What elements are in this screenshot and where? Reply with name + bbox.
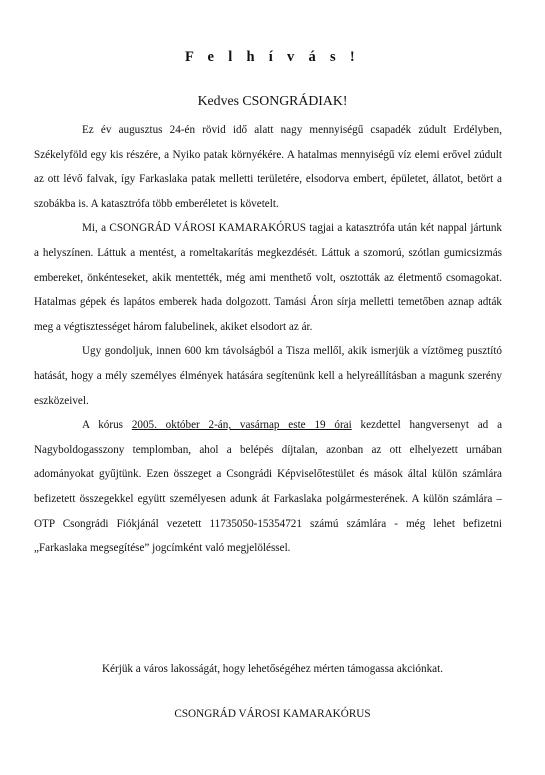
closing-line: Kérjük a város lakosságát, hogy lehetőségéhez mérten támogassa akciónkat. <box>101 663 444 675</box>
paragraph-1: Ez év augusztus 24-én rövid idő alatt nagy mennyiségű csapadék zúdult Erdélyben, Székelyföld egy kis részére, a Nyiko patak környékére. A hatalmas mennyiségű víz elemi erővel zúdult az ott lévő falvak, így Farkaslaka patak melletti területére, elsodorva embert, épületet, állatot, betört a szobákba is. A katasztrófa több emberéletet is követelt. <box>34 124 502 210</box>
paragraph-3: Ugy gondoljuk, innen 600 km távolságból a Tisza mellől, akik ismerjük a víztömeg pusztító hatását, hogy a mély személyes élmények hatására segítenünk kell a helyreállításban a magunk szerény eszközeivel. <box>34 345 502 407</box>
paragraph-4 <box>34 413 502 561</box>
concert-date: 2005. október 2-án, vasárnap este 19 órai <box>131 419 352 432</box>
salutation: Kedves CSONGRÁDIAK! <box>197 93 348 108</box>
paragraph-4-rest: kezdettel hangversenyt ad a Nagyboldogasszony templomban, ahol a belépés díjtalan, azonban az ott elhelyezett urnában adományokat gyűjtünk. Ezen összeget a Csongrádi Képviselőtestület és mások által külön számlára befizetett összegekkel együtt személyesen adunk át Farkaslaka polgármesterének. A külön számlára – OTP Csongrádi Fiókjánál vezetett 11735050-15354721 számú számlára - még lehet befizetni „Farkaslaka megsegítése” jogcímként való megjelöléssel. <box>34 419 503 555</box>
signature: CSONGRÁD VÁROSI KAMARAKÓRUS <box>174 708 371 720</box>
paragraph-4-intro: A kórus <box>82 419 132 432</box>
document-body <box>34 118 502 561</box>
document-title: F e l h í v á s ! <box>185 49 360 65</box>
paragraph-2: Mi, a CSONGRÁD VÁROSI KAMARAKÓRUS tagjai a katasztrófa után két nappal jártunk a helyszínen. Láttuk a mentést, a romeltakarítás megkezdését. Láttuk a szomorú, szótlan gumicsizmás embereket, önkénteseket, akik mentették, még ami menthető volt, osztották az életmentő csomagokat. Hatalmas gépek és lapátos emberek hada dolgozott. Tamási Áron sírja melletti temetőben aznap adták meg a végtisztességet három falubelinek, akiket elsodort az ár. <box>34 222 502 333</box>
